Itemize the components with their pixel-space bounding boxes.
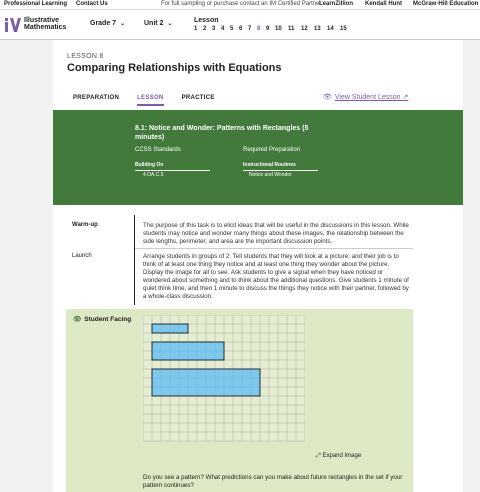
warmup-text: The purpose of this task is to elicit ideas that will be useful in the discussions in this lesson. While students may notice and wonder many things about these images, the relationship between the side lengths, perimeter, and area are the important discussion points.	[143, 222, 409, 245]
activity-title: 8.1: Notice and Wonder: Patterns with Rectangles (5 minutes)	[135, 125, 309, 141]
tab-lesson[interactable]: LESSON	[137, 95, 163, 106]
row-separator	[135, 248, 413, 249]
grade-selector[interactable]	[90, 20, 125, 27]
view-student-lesson-link[interactable]	[323, 93, 408, 101]
expand-image-label: Expand Image	[322, 453, 362, 459]
chevron-down-icon: ⌄	[167, 21, 173, 27]
lesson-link-5[interactable]: 5	[230, 26, 234, 32]
partner-kendall-hunt-link[interactable]: Kendall Hunt	[365, 1, 402, 7]
logo-line-1: Illustrative	[24, 17, 60, 24]
student-facing-text: Student Facing	[84, 316, 132, 323]
external-link-icon: ↗	[402, 94, 409, 101]
lesson-link-12[interactable]: 12	[301, 26, 308, 32]
lesson-number-list	[194, 26, 353, 32]
lesson-link-2[interactable]: 2	[203, 26, 207, 32]
ccss-standards-label: CCSS Standards	[135, 147, 181, 153]
warmup-label: Warm-up	[72, 222, 98, 228]
lesson-link-13[interactable]: 13	[314, 26, 321, 32]
logo-wordmark[interactable]	[24, 17, 66, 31]
partner-promo-text: For full sampling or purchase contact an IM Certified Partner:	[161, 1, 324, 7]
top-utility-bar	[0, 0, 480, 10]
lesson-title-panel	[53, 40, 463, 110]
tab-practice[interactable]: PRACTICE	[181, 95, 215, 101]
instructional-routines-label: Instructional Routines	[243, 162, 318, 171]
building-on-standard-link[interactable]: 4.OA.C.5	[143, 172, 164, 178]
lesson-link-4[interactable]: 4	[221, 26, 225, 32]
tab-preparation[interactable]: PREPARATION	[73, 95, 120, 101]
lesson-tabs	[73, 95, 233, 106]
chevron-down-icon: ⌄	[120, 21, 126, 27]
lesson-link-11[interactable]: 11	[288, 26, 295, 32]
lesson-link-7[interactable]: 7	[248, 26, 252, 32]
rectangles-figure[interactable]	[143, 315, 305, 442]
lesson-number: LESSON 8	[67, 53, 104, 60]
lesson-nav-label: Lesson	[194, 17, 219, 24]
grade-selector-label: Grade 7	[90, 20, 117, 27]
lesson-navigation	[194, 17, 353, 32]
professional-learning-link[interactable]: Professional Learning	[4, 1, 68, 7]
launch-label: Launch	[72, 253, 92, 259]
lesson-link-9[interactable]: 9	[266, 26, 270, 32]
student-question: Do you see a pattern? What predictions can you make about future rectangles in the set if your pattern continues?	[143, 474, 403, 489]
page-title: Comparing Relationships with Equations	[67, 62, 282, 74]
contact-us-link[interactable]: Contact Us	[76, 1, 108, 7]
lesson-link-1[interactable]: 1	[194, 26, 198, 32]
lesson-link-14[interactable]: 14	[327, 26, 334, 32]
site-header	[0, 10, 480, 40]
logo-line-2: Mathematics	[24, 24, 67, 31]
lesson-link-10[interactable]: 10	[275, 26, 282, 32]
lesson-link-6[interactable]: 6	[239, 26, 243, 32]
partner-mcgraw-hill-link[interactable]: McGraw-Hill Education	[413, 1, 479, 7]
student-facing-label	[73, 315, 131, 323]
unit-selector[interactable]	[144, 20, 172, 27]
required-preparation-label: Required Preparation	[243, 147, 301, 153]
launch-text: Arrange students in groups of 2. Tell students that they will look at a picture, and their job is to think of at least one thing they notice and at least one thing they wonder about the picture. Display the image for all to see. Ask students to give a signal when they have noticed or wondered about something and to think about the additional questions. Give students 1 minute of quiet think time, and then 1 minute to discuss the things they notice with their partner, followed by a whole-class discussion.	[143, 253, 409, 300]
building-on-label: Building On	[135, 162, 210, 171]
content-divider	[134, 215, 135, 305]
rectangle-2	[152, 342, 224, 360]
im-logo-icon[interactable]	[5, 18, 21, 32]
eye-icon: 👁	[73, 316, 82, 323]
expand-image-button[interactable]	[316, 453, 361, 460]
expand-icon: ⤢	[316, 453, 321, 459]
partner-learnzillion-link[interactable]: LearnZillion	[319, 1, 354, 7]
rectangle-3	[152, 369, 260, 396]
unit-selector-label: Unit 2	[144, 20, 164, 27]
lesson-link-15[interactable]: 15	[340, 26, 347, 32]
eye-icon: 👁	[323, 94, 332, 101]
activity-header	[53, 110, 463, 205]
rectangle-1	[152, 324, 188, 333]
lesson-link-3[interactable]: 3	[212, 26, 216, 32]
lesson-link-8[interactable]: 8	[257, 26, 261, 32]
view-student-lesson-label: View Student Lesson	[334, 94, 401, 101]
instructional-routine-link[interactable]: Notice and Wonder	[249, 172, 292, 178]
